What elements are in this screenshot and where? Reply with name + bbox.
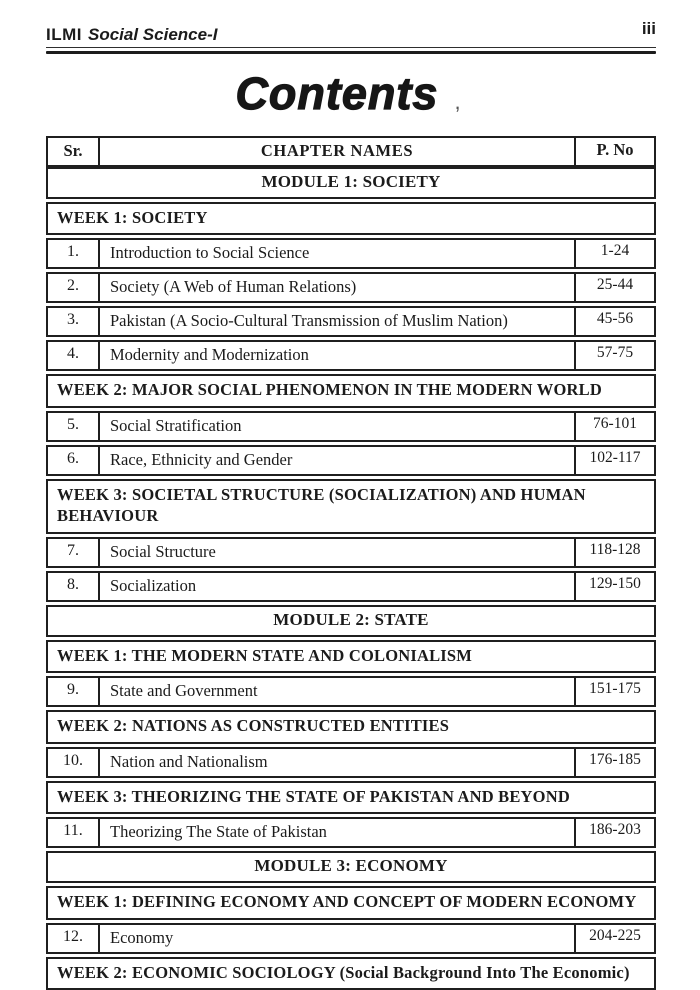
page-range: 1-24 bbox=[574, 240, 654, 267]
module-heading-row bbox=[46, 851, 656, 883]
week-heading-label: WEEK 3: THEORIZING THE STATE OF PAKISTAN AND BEYOND bbox=[57, 786, 570, 806]
header-rule bbox=[46, 51, 656, 54]
table-row bbox=[46, 923, 656, 954]
table-row bbox=[46, 272, 656, 303]
page-title: Contents bbox=[235, 68, 439, 119]
page-range: 25-44 bbox=[574, 274, 654, 301]
chapter-name: Introduction to Social Science bbox=[110, 243, 310, 263]
module-heading-row bbox=[46, 167, 656, 199]
chapter-name: Socialization bbox=[110, 575, 197, 595]
week-heading-row bbox=[46, 710, 656, 743]
chapter-name: Nation and Nationalism bbox=[110, 751, 268, 771]
chapter-name: Race, Ethnicity and Gender bbox=[110, 449, 293, 469]
serial-number: 3. bbox=[48, 308, 100, 335]
chapter-name: State and Government bbox=[110, 681, 258, 701]
serial-number: 1. bbox=[48, 240, 100, 267]
table-body bbox=[46, 167, 656, 990]
page-range: 102-117 bbox=[574, 447, 654, 474]
contents-table bbox=[46, 136, 656, 990]
serial-number: 8. bbox=[48, 573, 100, 600]
page-range: 129-150 bbox=[574, 573, 654, 600]
week-heading-label: WEEK 2: NATIONS AS CONSTRUCTED ENTITIES bbox=[57, 716, 450, 736]
table-row bbox=[46, 306, 656, 337]
serial-number: 6. bbox=[48, 447, 100, 474]
table-row bbox=[46, 747, 656, 778]
chapter-name: Economy bbox=[110, 927, 174, 947]
table-row bbox=[46, 817, 656, 848]
chapter-name: Pakistan (A Socio-Cultural Transmission of Muslim Nation) bbox=[110, 311, 508, 331]
chapter-name: Society (A Web of Human Relations) bbox=[110, 277, 357, 297]
page-range: 186-203 bbox=[574, 819, 654, 846]
page-range: 57-75 bbox=[574, 342, 654, 369]
week-heading-label: WEEK 1: DEFINING ECONOMY AND CONCEPT OF MODERN ECONOMY bbox=[57, 892, 637, 912]
page-range: 176-185 bbox=[574, 749, 654, 776]
module-heading-label: MODULE 2: STATE bbox=[273, 609, 429, 629]
column-header-sr: Sr. bbox=[48, 138, 100, 165]
title-block bbox=[46, 68, 656, 126]
book-title: Social Science-I bbox=[88, 25, 218, 44]
table-row bbox=[46, 676, 656, 707]
serial-number: 12. bbox=[48, 925, 100, 952]
table-row bbox=[46, 238, 656, 269]
serial-number: 2. bbox=[48, 274, 100, 301]
serial-number: 5. bbox=[48, 413, 100, 440]
week-heading-label: WEEK 1: THE MODERN STATE AND COLONIALISM bbox=[57, 645, 473, 665]
page-range: 45-56 bbox=[574, 308, 654, 335]
serial-number: 11. bbox=[48, 819, 100, 846]
week-heading-label: WEEK 2: ECONOMIC SOCIOLOGY (Social Background Into The Economic) bbox=[57, 962, 630, 982]
page-range: 204-225 bbox=[574, 925, 654, 952]
chapter-name: Modernity and Modernization bbox=[110, 345, 309, 365]
table-row bbox=[46, 411, 656, 442]
table-row bbox=[46, 445, 656, 476]
running-header bbox=[46, 19, 656, 48]
week-heading-label: WEEK 2: MAJOR SOCIAL PHENOMENON IN THE MODERN WORLD bbox=[57, 380, 602, 400]
table-row bbox=[46, 537, 656, 568]
week-heading-row bbox=[46, 886, 656, 919]
week-heading-row bbox=[46, 202, 656, 235]
page-range: 76-101 bbox=[574, 413, 654, 440]
page-range: 118-128 bbox=[574, 539, 654, 566]
week-heading-row bbox=[46, 374, 656, 407]
table-header-row bbox=[46, 136, 656, 167]
chapter-name: Social Stratification bbox=[110, 415, 242, 435]
table-row bbox=[46, 340, 656, 371]
module-heading-label: MODULE 1: SOCIETY bbox=[261, 172, 441, 191]
table-row bbox=[46, 571, 656, 602]
serial-number: 9. bbox=[48, 678, 100, 705]
week-heading-row bbox=[46, 479, 656, 534]
title-stray-mark: , bbox=[454, 89, 461, 114]
page-number: iii bbox=[641, 19, 656, 38]
week-heading-label: WEEK 3: SOCIETAL STRUCTURE (SOCIALIZATION) AND HUMAN BEHAVIOUR bbox=[57, 484, 586, 526]
column-header-chapter: CHAPTER NAMES bbox=[260, 141, 414, 160]
week-heading-row bbox=[46, 781, 656, 814]
column-header-pno: P. No bbox=[574, 138, 654, 165]
week-heading-row bbox=[46, 640, 656, 673]
running-header-title bbox=[46, 25, 217, 45]
serial-number: 7. bbox=[48, 539, 100, 566]
brand-name: ILMI bbox=[46, 25, 82, 44]
module-heading-label: MODULE 3: ECONOMY bbox=[254, 856, 448, 876]
chapter-name: Theorizing The State of Pakistan bbox=[110, 822, 327, 842]
chapter-name: Social Structure bbox=[110, 541, 216, 561]
week-heading-row bbox=[46, 957, 656, 990]
page-range: 151-175 bbox=[574, 678, 654, 705]
week-heading-label: WEEK 1: SOCIETY bbox=[57, 208, 208, 227]
serial-number: 4. bbox=[48, 342, 100, 369]
serial-number: 10. bbox=[48, 749, 100, 776]
module-heading-row bbox=[46, 605, 656, 637]
